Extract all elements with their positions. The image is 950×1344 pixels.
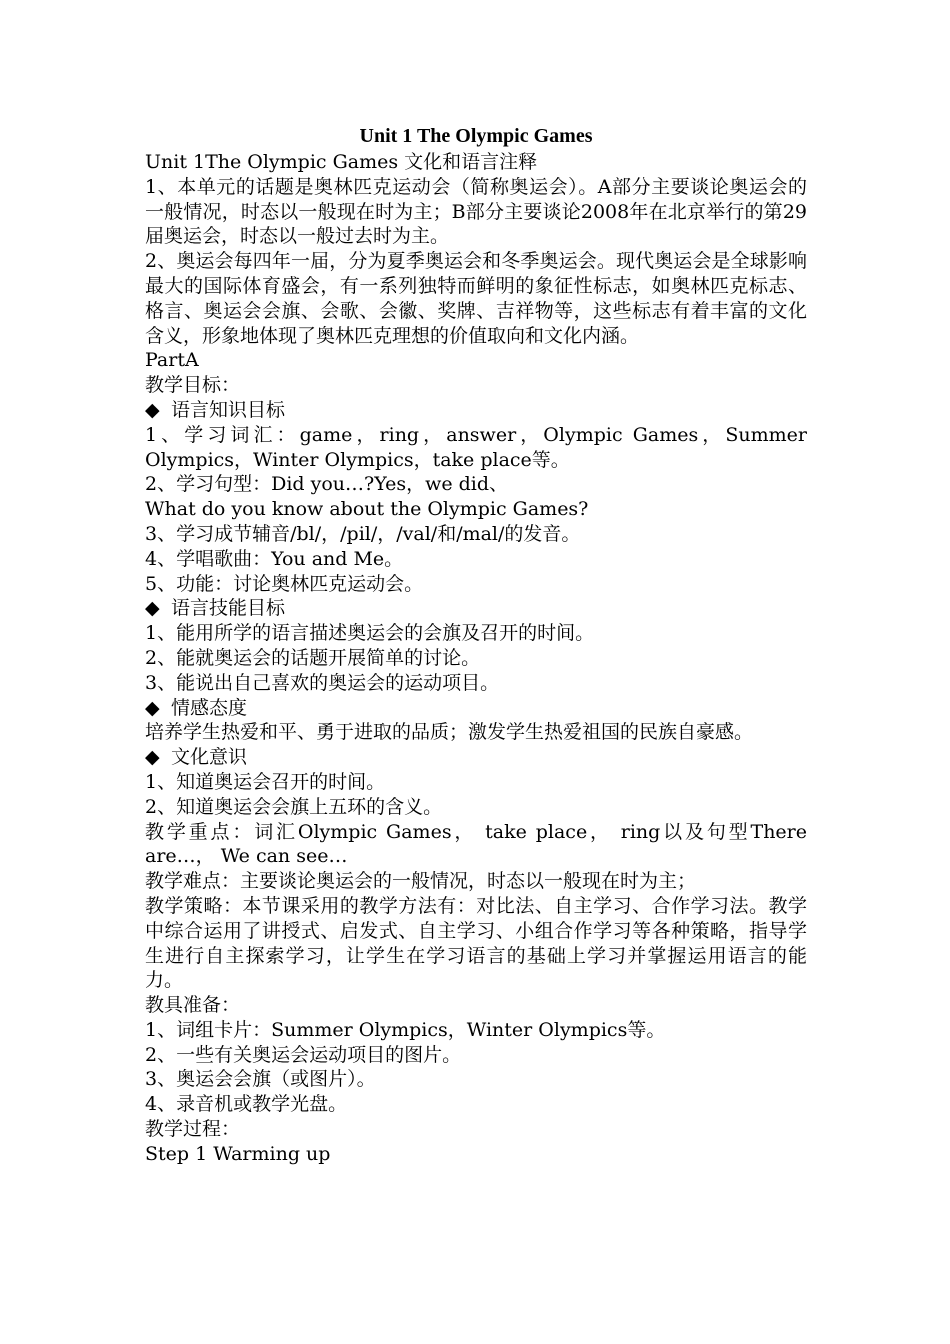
paragraph: 1、词组卡片：Summer Olympics，Winter Olympics等。 <box>145 1018 666 1041</box>
paragraph: 4、学唱歌曲：You and Me。 <box>145 547 404 570</box>
diamond-bullet-icon: ◆ <box>145 398 160 421</box>
section-heading <box>145 596 807 621</box>
document-page <box>145 123 807 1167</box>
document-body <box>145 150 807 1167</box>
paragraph: 2、奥运会每四年一届，分为夏季奥运会和冬季奥运会。现代奥运会是全球影响最大的国际体育盛会，有一系列独特而鲜明的象征性标志，如奥林匹克标志、格言、奥运会会旗、会歌、会徽、奖牌、吉祥物等，这些标志有着丰富的文化含义，形象地体现了奥林匹克理想的价值取向和文化内涵。 <box>145 250 807 347</box>
paragraph: PartA <box>145 349 199 372</box>
diamond-bullet-icon: ◆ <box>145 597 160 620</box>
paragraph: 2、知道奥运会会旗上五环的含义。 <box>145 795 443 818</box>
section-heading <box>145 745 807 770</box>
section-heading <box>145 696 807 721</box>
paragraph: What do you know about the Olympic Games? <box>145 498 589 521</box>
section-heading-text: 情感态度 <box>171 696 248 719</box>
paragraph: 2、能就奥运会的话题开展简单的讨论。 <box>145 646 481 669</box>
paragraph: 1、知道奥运会召开的时间。 <box>145 770 386 793</box>
section-heading-text: 文化意识 <box>171 746 248 769</box>
paragraph: 教学重点：词汇Olympic Games， take place， ring以及句型There are…， We can see… <box>145 820 807 868</box>
diamond-bullet-icon: ◆ <box>145 696 160 719</box>
document-title: Unit 1 The Olympic Games <box>359 125 593 147</box>
paragraph: 1、学习词汇：game，ring，answer，Olympic Games，Summer Olympics，Winter Olympics，take place等。 <box>145 423 807 471</box>
paragraph: 1、本单元的话题是奥林匹克运动会（简称奥运会）。A部分主要谈论奥运会的一般情况，时态以一般现在时为主；B部分主要谈论2008年在北京举行的第29届奥运会，时态以一般过去时为主。 <box>145 175 807 248</box>
section-heading-text: 语言技能目标 <box>171 597 286 620</box>
paragraph: 2、一些有关奥运会运动项目的图片。 <box>145 1043 462 1066</box>
paragraph: 教学策略：本节课采用的教学方法有：对比法、自主学习、合作学习法。教学中综合运用了讲授式、启发式、自主学习、小组合作学习等各种策略，指导学生进行自主探索学习，让学生在学习语言的基础上学习并掌握运用语言的能力。 <box>145 894 807 992</box>
paragraph: 5、功能：讨论奥林匹克运动会。 <box>145 572 424 595</box>
paragraph: Step 1 Warming up <box>145 1142 331 1165</box>
paragraph: 教学难点：主要谈论奥运会的一般情况，时态以一般现在时为主； <box>145 870 697 893</box>
paragraph: 教具准备： <box>145 994 241 1017</box>
diamond-bullet-icon: ◆ <box>145 746 160 769</box>
paragraph: 培养学生热爱和平、勇于进取的品质；激发学生热爱祖国的民族自豪感。 <box>145 721 754 744</box>
paragraph: 教学目标： <box>145 374 241 397</box>
paragraph: 教学过程： <box>145 1118 241 1141</box>
paragraph: 3、能说出自己喜欢的奥运会的运动项目。 <box>145 671 500 694</box>
paragraph: 1、能用所学的语言描述奥运会的会旗及召开的时间。 <box>145 622 595 645</box>
paragraph: 4、录音机或教学光盘。 <box>145 1093 348 1116</box>
paragraph: Unit 1The Olympic Games 文化和语言注释 <box>145 151 538 173</box>
paragraph: 3、学习成节辅音/bl/，/pil/，/val/和/mal/的发音。 <box>145 522 581 545</box>
paragraph: 3、奥运会会旗（或图片）。 <box>145 1068 376 1091</box>
section-heading-text: 语言知识目标 <box>171 398 286 421</box>
section-heading <box>145 398 807 423</box>
paragraph: 2、学习句型：Did you…?Yes，we did、 <box>145 473 509 496</box>
